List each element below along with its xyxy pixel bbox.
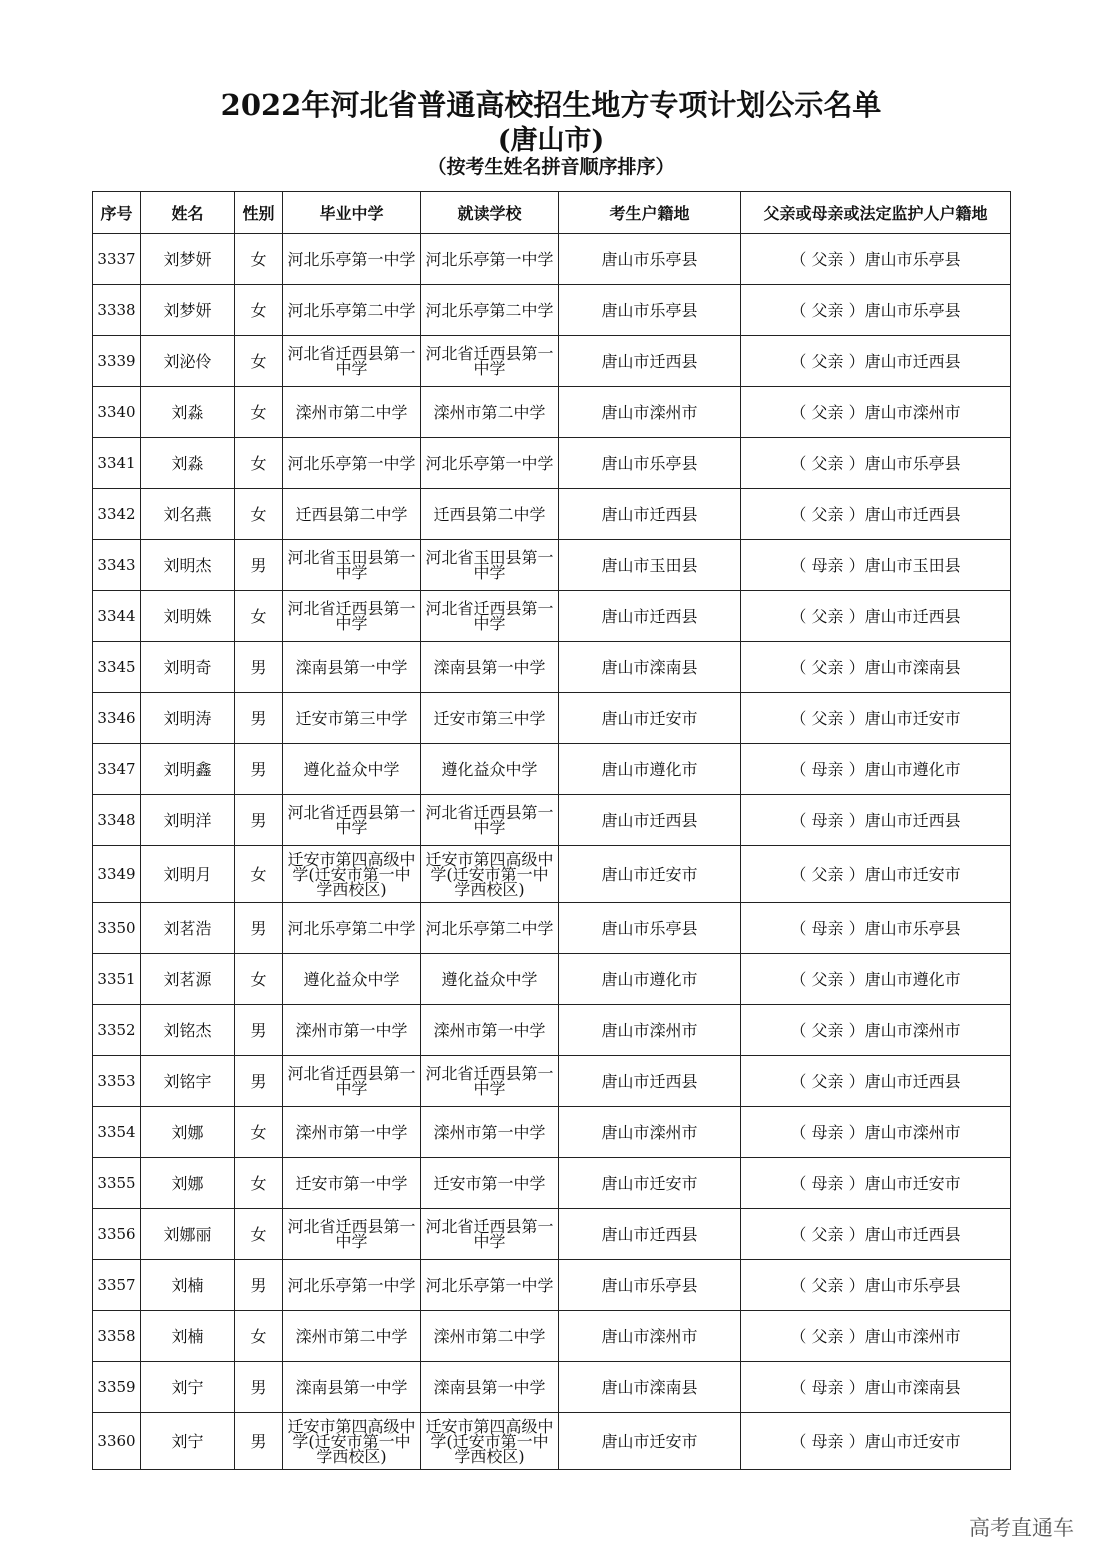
cell-guardian-registration: （ 父亲 ）唐山市迁安市 xyxy=(741,693,1011,744)
cell-current-school: 滦州市第一中学 xyxy=(421,1107,559,1158)
table-header-row xyxy=(93,192,1011,234)
table-row xyxy=(93,693,1011,744)
cell-graduation-school: 河北乐亭第一中学 xyxy=(283,438,421,489)
cell-current-school: 河北乐亭第一中学 xyxy=(421,234,559,285)
table-row xyxy=(93,336,1011,387)
cell-guardian-registration: （ 母亲 ）唐山市迁安市 xyxy=(741,1158,1011,1209)
cell-gender: 女 xyxy=(235,1209,283,1260)
cell-name: 刘茗浩 xyxy=(141,903,235,954)
header-graduation-school: 毕业中学 xyxy=(283,192,421,234)
cell-household-registration: 唐山市迁西县 xyxy=(559,591,741,642)
table-row xyxy=(93,438,1011,489)
cell-household-registration: 唐山市迁西县 xyxy=(559,795,741,846)
table-row xyxy=(93,744,1011,795)
cell-name: 刘淼 xyxy=(141,438,235,489)
cell-gender: 女 xyxy=(235,438,283,489)
cell-guardian-registration: （ 母亲 ）唐山市迁西县 xyxy=(741,795,1011,846)
cell-graduation-school: 迁安市第四高级中学(迁安市第一中学西校区) xyxy=(283,1413,421,1470)
cell-current-school: 迁安市第一中学 xyxy=(421,1158,559,1209)
cell-gender: 女 xyxy=(235,1158,283,1209)
cell-seq: 3339 xyxy=(93,336,141,387)
cell-gender: 女 xyxy=(235,234,283,285)
cell-guardian-registration: （ 母亲 ）唐山市滦州市 xyxy=(741,1107,1011,1158)
cell-name: 刘明月 xyxy=(141,846,235,903)
table-row xyxy=(93,540,1011,591)
cell-gender: 女 xyxy=(235,285,283,336)
cell-guardian-registration: （ 父亲 ）唐山市滦州市 xyxy=(741,1005,1011,1056)
cell-household-registration: 唐山市乐亭县 xyxy=(559,285,741,336)
cell-graduation-school: 河北省迁西县第一中学 xyxy=(283,795,421,846)
cell-name: 刘茗源 xyxy=(141,954,235,1005)
cell-current-school: 滦州市第一中学 xyxy=(421,1005,559,1056)
cell-guardian-registration: （ 父亲 ）唐山市迁安市 xyxy=(741,846,1011,903)
cell-gender: 男 xyxy=(235,795,283,846)
cell-guardian-registration: （ 父亲 ）唐山市滦南县 xyxy=(741,642,1011,693)
table-row xyxy=(93,1158,1011,1209)
cell-guardian-registration: （ 父亲 ）唐山市滦州市 xyxy=(741,387,1011,438)
cell-current-school: 滦州市第二中学 xyxy=(421,387,559,438)
cell-gender: 男 xyxy=(235,1413,283,1470)
cell-graduation-school: 河北乐亭第二中学 xyxy=(283,285,421,336)
cell-current-school: 滦州市第二中学 xyxy=(421,1311,559,1362)
cell-gender: 男 xyxy=(235,744,283,795)
cell-name: 刘明鑫 xyxy=(141,744,235,795)
cell-gender: 女 xyxy=(235,387,283,438)
sort-order-note: （按考生姓名拼音顺序排序） xyxy=(427,156,675,178)
cell-name: 刘宁 xyxy=(141,1362,235,1413)
cell-seq: 3341 xyxy=(93,438,141,489)
cell-guardian-registration: （ 母亲 ）唐山市玉田县 xyxy=(741,540,1011,591)
cell-name: 刘宁 xyxy=(141,1413,235,1470)
cell-gender: 男 xyxy=(235,540,283,591)
cell-graduation-school: 迁西县第二中学 xyxy=(283,489,421,540)
cell-seq: 3348 xyxy=(93,795,141,846)
cell-name: 刘名燕 xyxy=(141,489,235,540)
cell-graduation-school: 滦南县第一中学 xyxy=(283,642,421,693)
cell-current-school: 迁安市第四高级中学(迁安市第一中学西校区) xyxy=(421,1413,559,1470)
cell-gender: 女 xyxy=(235,489,283,540)
cell-guardian-registration: （ 母亲 ）唐山市迁安市 xyxy=(741,1413,1011,1470)
cell-gender: 女 xyxy=(235,954,283,1005)
cell-guardian-registration: （ 母亲 ）唐山市遵化市 xyxy=(741,744,1011,795)
cell-gender: 女 xyxy=(235,1311,283,1362)
cell-household-registration: 唐山市迁西县 xyxy=(559,1209,741,1260)
cell-gender: 男 xyxy=(235,1005,283,1056)
cell-household-registration: 唐山市迁安市 xyxy=(559,1413,741,1470)
table-row xyxy=(93,1362,1011,1413)
header-seq: 序号 xyxy=(93,192,141,234)
cell-graduation-school: 迁安市第四高级中学(迁安市第一中学西校区) xyxy=(283,846,421,903)
table-row xyxy=(93,234,1011,285)
cell-seq: 3338 xyxy=(93,285,141,336)
cell-seq: 3349 xyxy=(93,846,141,903)
cell-name: 刘淼 xyxy=(141,387,235,438)
header-guardian-registration: 父亲或母亲或法定监护人户籍地 xyxy=(741,192,1011,234)
cell-name: 刘明杰 xyxy=(141,540,235,591)
cell-household-registration: 唐山市乐亭县 xyxy=(559,1260,741,1311)
cell-gender: 男 xyxy=(235,1362,283,1413)
cell-current-school: 河北省迁西县第一中学 xyxy=(421,591,559,642)
cell-current-school: 河北乐亭第一中学 xyxy=(421,1260,559,1311)
cell-household-registration: 唐山市迁西县 xyxy=(559,489,741,540)
cell-gender: 男 xyxy=(235,1260,283,1311)
cell-current-school: 河北省迁西县第一中学 xyxy=(421,1209,559,1260)
header-gender: 性别 xyxy=(235,192,283,234)
table-row xyxy=(93,1260,1011,1311)
table-row xyxy=(93,1107,1011,1158)
cell-guardian-registration: （ 父亲 ）唐山市乐亭县 xyxy=(741,438,1011,489)
cell-graduation-school: 滦州市第一中学 xyxy=(283,1005,421,1056)
cell-household-registration: 唐山市滦州市 xyxy=(559,387,741,438)
cell-gender: 男 xyxy=(235,903,283,954)
table-row xyxy=(93,795,1011,846)
table-row xyxy=(93,387,1011,438)
table-row xyxy=(93,1311,1011,1362)
cell-graduation-school: 遵化益众中学 xyxy=(283,744,421,795)
document-subtitle: (唐山市) xyxy=(497,125,605,156)
cell-seq: 3346 xyxy=(93,693,141,744)
cell-household-registration: 唐山市滦州市 xyxy=(559,1005,741,1056)
table-row xyxy=(93,1413,1011,1470)
cell-graduation-school: 遵化益众中学 xyxy=(283,954,421,1005)
cell-current-school: 河北省迁西县第一中学 xyxy=(421,795,559,846)
cell-seq: 3345 xyxy=(93,642,141,693)
cell-current-school: 滦南县第一中学 xyxy=(421,642,559,693)
cell-guardian-registration: （ 父亲 ）唐山市迁西县 xyxy=(741,1209,1011,1260)
cell-seq: 3337 xyxy=(93,234,141,285)
table-row xyxy=(93,1209,1011,1260)
cell-gender: 女 xyxy=(235,846,283,903)
cell-seq: 3359 xyxy=(93,1362,141,1413)
cell-graduation-school: 河北省迁西县第一中学 xyxy=(283,336,421,387)
cell-seq: 3360 xyxy=(93,1413,141,1470)
cell-current-school: 河北省玉田县第一中学 xyxy=(421,540,559,591)
cell-gender: 男 xyxy=(235,1056,283,1107)
cell-gender: 男 xyxy=(235,693,283,744)
cell-guardian-registration: （ 父亲 ）唐山市迁西县 xyxy=(741,489,1011,540)
cell-guardian-registration: （ 父亲 ）唐山市乐亭县 xyxy=(741,234,1011,285)
cell-graduation-school: 河北省玉田县第一中学 xyxy=(283,540,421,591)
cell-name: 刘明奇 xyxy=(141,642,235,693)
document-title: 2022年河北省普通高校招生地方专项计划公示名单 xyxy=(220,88,882,122)
cell-current-school: 河北乐亭第二中学 xyxy=(421,285,559,336)
cell-name: 刘泌伶 xyxy=(141,336,235,387)
cell-household-registration: 唐山市乐亭县 xyxy=(559,438,741,489)
cell-household-registration: 唐山市玉田县 xyxy=(559,540,741,591)
table-row xyxy=(93,1005,1011,1056)
table-row xyxy=(93,285,1011,336)
cell-seq: 3356 xyxy=(93,1209,141,1260)
cell-graduation-school: 滦州市第二中学 xyxy=(283,387,421,438)
table-row xyxy=(93,591,1011,642)
cell-graduation-school: 滦南县第一中学 xyxy=(283,1362,421,1413)
cell-guardian-registration: （ 父亲 ）唐山市滦州市 xyxy=(741,1311,1011,1362)
cell-gender: 女 xyxy=(235,336,283,387)
cell-guardian-registration: （ 父亲 ）唐山市迁西县 xyxy=(741,591,1011,642)
cell-current-school: 河北省迁西县第一中学 xyxy=(421,336,559,387)
cell-guardian-registration: （ 母亲 ）唐山市乐亭县 xyxy=(741,903,1011,954)
cell-household-registration: 唐山市迁安市 xyxy=(559,846,741,903)
table-row xyxy=(93,642,1011,693)
cell-graduation-school: 河北乐亭第一中学 xyxy=(283,234,421,285)
cell-seq: 3344 xyxy=(93,591,141,642)
cell-guardian-registration: （ 父亲 ）唐山市乐亭县 xyxy=(741,1260,1011,1311)
cell-household-registration: 唐山市遵化市 xyxy=(559,744,741,795)
cell-name: 刘楠 xyxy=(141,1311,235,1362)
cell-current-school: 河北乐亭第二中学 xyxy=(421,903,559,954)
cell-graduation-school: 滦州市第一中学 xyxy=(283,1107,421,1158)
cell-guardian-registration: （ 父亲 ）唐山市迁西县 xyxy=(741,1056,1011,1107)
cell-household-registration: 唐山市迁西县 xyxy=(559,336,741,387)
cell-name: 刘明涛 xyxy=(141,693,235,744)
cell-name: 刘楠 xyxy=(141,1260,235,1311)
cell-current-school: 遵化益众中学 xyxy=(421,744,559,795)
cell-current-school: 迁安市第四高级中学(迁安市第一中学西校区) xyxy=(421,846,559,903)
cell-seq: 3355 xyxy=(93,1158,141,1209)
cell-household-registration: 唐山市滦州市 xyxy=(559,1311,741,1362)
cell-name: 刘梦妍 xyxy=(141,285,235,336)
cell-current-school: 迁安市第三中学 xyxy=(421,693,559,744)
cell-household-registration: 唐山市乐亭县 xyxy=(559,903,741,954)
cell-household-registration: 唐山市滦南县 xyxy=(559,1362,741,1413)
cell-seq: 3343 xyxy=(93,540,141,591)
cell-household-registration: 唐山市乐亭县 xyxy=(559,234,741,285)
cell-graduation-school: 迁安市第一中学 xyxy=(283,1158,421,1209)
table-row xyxy=(93,489,1011,540)
cell-seq: 3357 xyxy=(93,1260,141,1311)
cell-household-registration: 唐山市迁西县 xyxy=(559,1056,741,1107)
cell-seq: 3353 xyxy=(93,1056,141,1107)
cell-gender: 男 xyxy=(235,642,283,693)
table-row xyxy=(93,1056,1011,1107)
cell-name: 刘明姝 xyxy=(141,591,235,642)
table-row xyxy=(93,954,1011,1005)
cell-graduation-school: 滦州市第二中学 xyxy=(283,1311,421,1362)
cell-current-school: 遵化益众中学 xyxy=(421,954,559,1005)
cell-seq: 3342 xyxy=(93,489,141,540)
cell-graduation-school: 河北乐亭第二中学 xyxy=(283,903,421,954)
cell-name: 刘铭宇 xyxy=(141,1056,235,1107)
table-row xyxy=(93,846,1011,903)
cell-gender: 女 xyxy=(235,1107,283,1158)
cell-household-registration: 唐山市滦南县 xyxy=(559,642,741,693)
cell-name: 刘娜丽 xyxy=(141,1209,235,1260)
cell-current-school: 河北乐亭第一中学 xyxy=(421,438,559,489)
cell-current-school: 迁西县第二中学 xyxy=(421,489,559,540)
cell-graduation-school: 河北省迁西县第一中学 xyxy=(283,591,421,642)
cell-seq: 3340 xyxy=(93,387,141,438)
cell-seq: 3347 xyxy=(93,744,141,795)
roster-table xyxy=(92,191,1011,1470)
cell-guardian-registration: （ 父亲 ）唐山市迁西县 xyxy=(741,336,1011,387)
cell-graduation-school: 河北省迁西县第一中学 xyxy=(283,1209,421,1260)
cell-household-registration: 唐山市遵化市 xyxy=(559,954,741,1005)
cell-graduation-school: 迁安市第三中学 xyxy=(283,693,421,744)
cell-name: 刘娜 xyxy=(141,1158,235,1209)
cell-seq: 3354 xyxy=(93,1107,141,1158)
cell-household-registration: 唐山市迁安市 xyxy=(559,693,741,744)
cell-seq: 3352 xyxy=(93,1005,141,1056)
table-row xyxy=(93,903,1011,954)
cell-guardian-registration: （ 父亲 ）唐山市遵化市 xyxy=(741,954,1011,1005)
cell-seq: 3350 xyxy=(93,903,141,954)
cell-graduation-school: 河北乐亭第一中学 xyxy=(283,1260,421,1311)
cell-gender: 女 xyxy=(235,591,283,642)
header-household-registration: 考生户籍地 xyxy=(559,192,741,234)
watermark-text: 高考直通车 xyxy=(969,1516,1074,1540)
cell-seq: 3351 xyxy=(93,954,141,1005)
header-name: 姓名 xyxy=(141,192,235,234)
cell-name: 刘明洋 xyxy=(141,795,235,846)
cell-guardian-registration: （ 母亲 ）唐山市滦南县 xyxy=(741,1362,1011,1413)
cell-name: 刘铭杰 xyxy=(141,1005,235,1056)
cell-household-registration: 唐山市滦州市 xyxy=(559,1107,741,1158)
cell-name: 刘梦妍 xyxy=(141,234,235,285)
cell-current-school: 河北省迁西县第一中学 xyxy=(421,1056,559,1107)
table-body xyxy=(93,234,1011,1470)
header-current-school: 就读学校 xyxy=(421,192,559,234)
cell-graduation-school: 河北省迁西县第一中学 xyxy=(283,1056,421,1107)
cell-name: 刘娜 xyxy=(141,1107,235,1158)
cell-seq: 3358 xyxy=(93,1311,141,1362)
cell-guardian-registration: （ 父亲 ）唐山市乐亭县 xyxy=(741,285,1011,336)
cell-household-registration: 唐山市迁安市 xyxy=(559,1158,741,1209)
cell-current-school: 滦南县第一中学 xyxy=(421,1362,559,1413)
